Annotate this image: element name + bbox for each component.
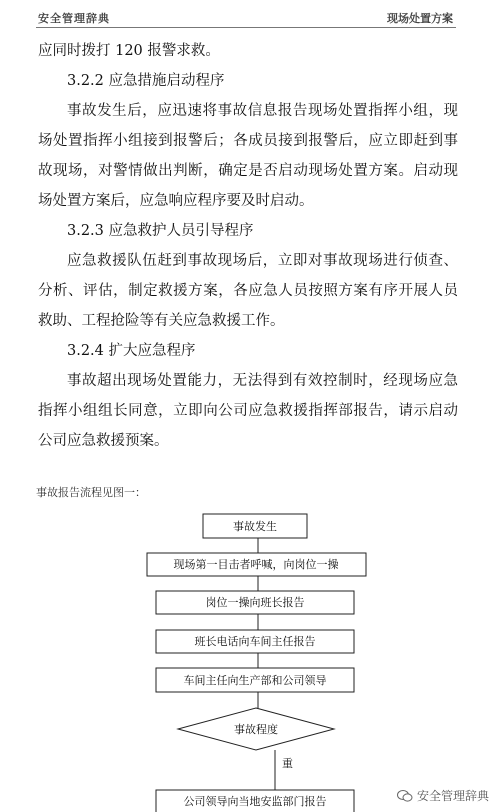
heading-3-2-3: 3.2.3 应急救护人员引导程序 (67, 223, 254, 239)
watermark (397, 787, 489, 804)
figure-caption: 事故报告流程见图一： (36, 486, 146, 499)
header-right-title: 现场处置方案 (387, 12, 453, 25)
paragraph-call-120: 应同时拨打 120 报警求救。 (38, 43, 220, 59)
flow-box-workshop-director-label: 车间主任向生产部和公司领导 (183, 674, 327, 687)
flow-box-company-leader-label: 公司领导向当地安监部门报告 (183, 795, 327, 808)
heading-3-2-2: 3.2.2 应急措施启动程序 (67, 73, 225, 89)
flow-box-operator-label: 岗位一操向班长报告 (205, 596, 305, 609)
paragraph-3-2-2: 事故发生后，应迅速将事故信息报告现场处置指挥小组，现场处置指挥小组接到报警后；各成员接到报警后，应立即赶到事故现场，对警情做出判断，确定是否启动现场处置方案。启动现场处置方案后，应急响应程序要及时启动。 (38, 103, 458, 209)
header-left-title: 安全管理辞典 (38, 12, 110, 25)
paragraph-3-2-3: 应急救援队伍赶到事故现场后，立即对事故现场进行侦查、分析、评估，制定救援方案，各应急人员按照方案有序开展人员救助、工程抢险等有关应急救援工作。 (38, 253, 458, 329)
flow-branch-label: 重 (282, 757, 293, 770)
flow-box-witness-label: 现场第一目击者呼喊，向岗位一操 (173, 558, 339, 571)
flow-box-accident-label: 事故发生 (233, 520, 277, 533)
heading-3-2-4: 3.2.4 扩大应急程序 (67, 343, 196, 359)
paragraph-3-2-4: 事故超出现场处置能力，无法得到有效控制时，经现场应急指挥小组组长同意，立即向公司应急救援指挥部报告，请示启动公司应急救援预案。 (38, 373, 458, 449)
watermark-text: 安全管理辞典 (416, 789, 489, 803)
flow-box-team-leader-label: 班长电话向车间主任报告 (194, 635, 316, 648)
wechat-icon (397, 789, 413, 803)
flow-decision-severity-label: 事故程度 (234, 723, 278, 736)
